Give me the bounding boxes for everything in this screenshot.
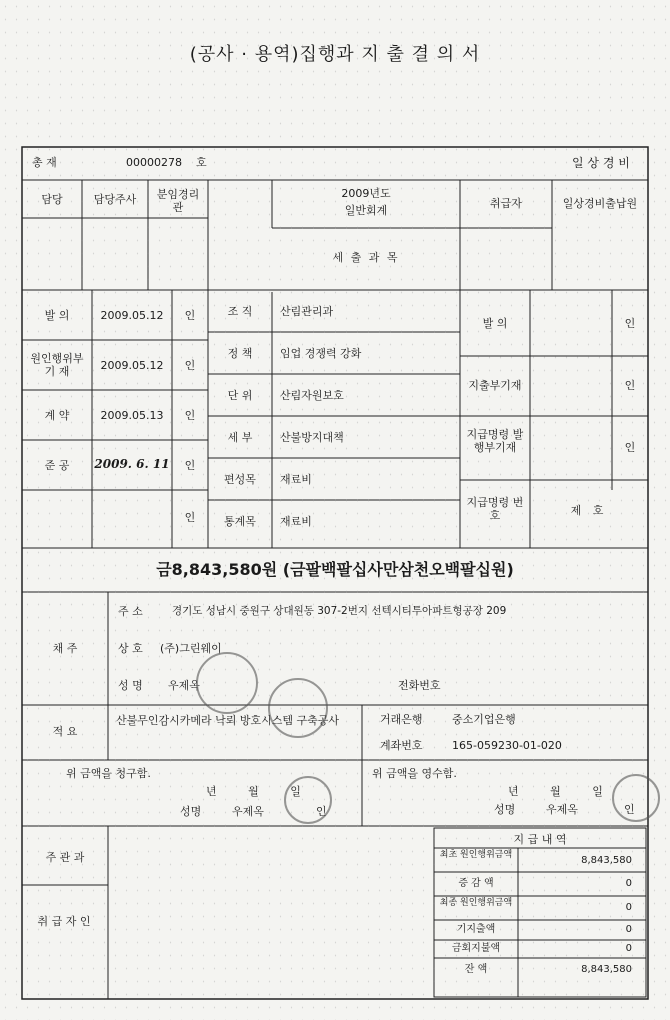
payment-value: 8,843,580 — [581, 855, 632, 866]
amount-line: 금8,843,580원 (금팔백팔십사만삼천오백팔십원) — [156, 560, 514, 579]
claim-sign-label: 성명 — [180, 805, 202, 818]
doc-no-suffix: 호 — [196, 156, 207, 169]
signer-seal-stamp — [612, 774, 660, 822]
approver-1: 담당 — [41, 193, 63, 206]
date-row-seal: 인 — [184, 359, 196, 372]
budget-label: 세 부 — [227, 431, 253, 444]
name-label: 성 명 — [118, 679, 143, 692]
doc-no: 00000278 — [126, 156, 182, 169]
bank-label: 거래은행 — [380, 713, 423, 726]
budget-label: 조 직 — [227, 305, 253, 318]
date-row-label: 발 의 — [44, 309, 70, 322]
claim-text: 위 금액을 청구함. — [66, 767, 151, 780]
right-row-seal: 인 — [624, 441, 636, 454]
budget-label: 단 위 — [227, 389, 253, 402]
payment-value: 0 — [625, 943, 632, 954]
payment-label: 잔 액 — [464, 964, 488, 975]
date-row-seal: 인 — [184, 309, 196, 322]
summary-text: 산불무인감시카메라 낙뢰 방호시스템 구축공사 — [116, 714, 340, 727]
account-label: 계좌번호 — [380, 739, 423, 752]
category-label: 일 상 경 비 — [572, 156, 630, 170]
receipt-signer: 우제옥 — [546, 803, 578, 816]
payment-label: 금회지불액 — [451, 943, 501, 954]
receipt-seal: 인 — [624, 803, 635, 816]
account-number: 165-059230-01-020 — [452, 739, 562, 752]
expense-section-label: 세 출 과 목 — [332, 251, 400, 264]
budget-value: 산림관리과 — [280, 305, 334, 318]
claim-seal: 인 — [316, 805, 327, 818]
bank-name: 중소기업은행 — [452, 713, 516, 726]
date-row-date: 2009.05.13 — [100, 409, 164, 422]
payment-label: 최종 원인행위금액 — [439, 898, 513, 908]
signer-seal-stamp — [284, 776, 332, 824]
budget-label: 통계목 — [224, 515, 256, 528]
budget-value: 임업 경쟁력 강화 — [280, 347, 362, 360]
budget-label: 편성목 — [224, 473, 256, 486]
approver-3: 분임경리관 — [156, 188, 200, 214]
address: 경기도 성남시 중원구 상대원동 307-2번지 선텍시티투아파트형공장 209 — [172, 605, 507, 617]
handler-bottom-label: 취 급 자 인 — [37, 915, 91, 928]
payment-value: 0 — [625, 878, 632, 889]
date-row-label: 계 약 — [44, 409, 70, 422]
right-row-seal: 제 호 — [570, 504, 608, 517]
approver-2: 담당주사 — [93, 193, 137, 206]
creditor-label: 채 주 — [52, 642, 78, 655]
budget-value: 재료비 — [280, 473, 312, 486]
creditor-name: 우제옥 — [168, 679, 200, 692]
handler-value: 일상경비출납원 — [562, 197, 638, 210]
date-row-date: 2009.05.12 — [100, 309, 164, 322]
address-label: 주 소 — [118, 605, 143, 618]
right-row-seal: 인 — [624, 379, 636, 392]
date-row-seal: 인 — [184, 409, 196, 422]
receipt-text: 위 금액을 영수함. — [372, 767, 457, 780]
payment-label: 증 감 액 — [458, 878, 494, 889]
fiscal-year: 2009년도 — [341, 187, 391, 200]
receipt-date: 년 월 일 — [508, 785, 603, 798]
date-row-label: 원인행위부 기 재 — [30, 352, 84, 378]
date-row-seal: 인 — [184, 459, 196, 472]
date-row-date-handwritten: 2009. 6. 11 — [94, 457, 170, 471]
budget-value: 산림자원보호 — [280, 389, 344, 402]
date-row-label: 준 공 — [44, 459, 70, 472]
payment-value: 0 — [625, 902, 632, 913]
company-label: 상 호 — [118, 642, 143, 655]
budget-value: 산불방지대책 — [280, 431, 344, 444]
right-row-seal: 인 — [624, 317, 636, 330]
right-row-label: 지급명령 번 호 — [466, 496, 524, 522]
date-row-date: 2009.05.12 — [100, 359, 164, 372]
doc-no-label: 총 재 — [32, 156, 57, 169]
page-title: (공사 · 용역)집행과 지 출 결 의 서 — [189, 44, 481, 65]
payment-value: 0 — [625, 924, 632, 935]
date-row-seal: 인 — [184, 511, 196, 524]
company: (주)그린웨이 — [160, 642, 222, 655]
budget-value: 재료비 — [280, 515, 312, 528]
payment-title: 지 급 내 역 — [513, 833, 567, 846]
receipt-sign-label: 성명 — [494, 803, 516, 816]
right-row-label: 지급명령 발행부기재 — [466, 428, 524, 454]
claim-signer: 우제옥 — [232, 805, 264, 818]
manager-label: 주 관 과 — [45, 851, 85, 864]
company-seal-stamp — [268, 678, 328, 738]
payment-label: 최초 원인행위금액 — [439, 850, 513, 860]
payment-label: 기지출액 — [456, 924, 496, 935]
company-seal-stamp — [196, 652, 258, 714]
summary-label: 적 요 — [52, 725, 78, 738]
handler-label: 취급자 — [490, 197, 522, 210]
budget-label: 정 책 — [227, 347, 253, 360]
account-type: 일반회계 — [344, 204, 388, 217]
phone-label: 전화번호 — [398, 679, 441, 692]
payment-value: 8,843,580 — [581, 964, 632, 975]
right-row-label: 지출부기재 — [468, 379, 522, 392]
claim-date: 년 월 일 — [206, 785, 301, 798]
right-row-label: 발 의 — [482, 317, 508, 330]
